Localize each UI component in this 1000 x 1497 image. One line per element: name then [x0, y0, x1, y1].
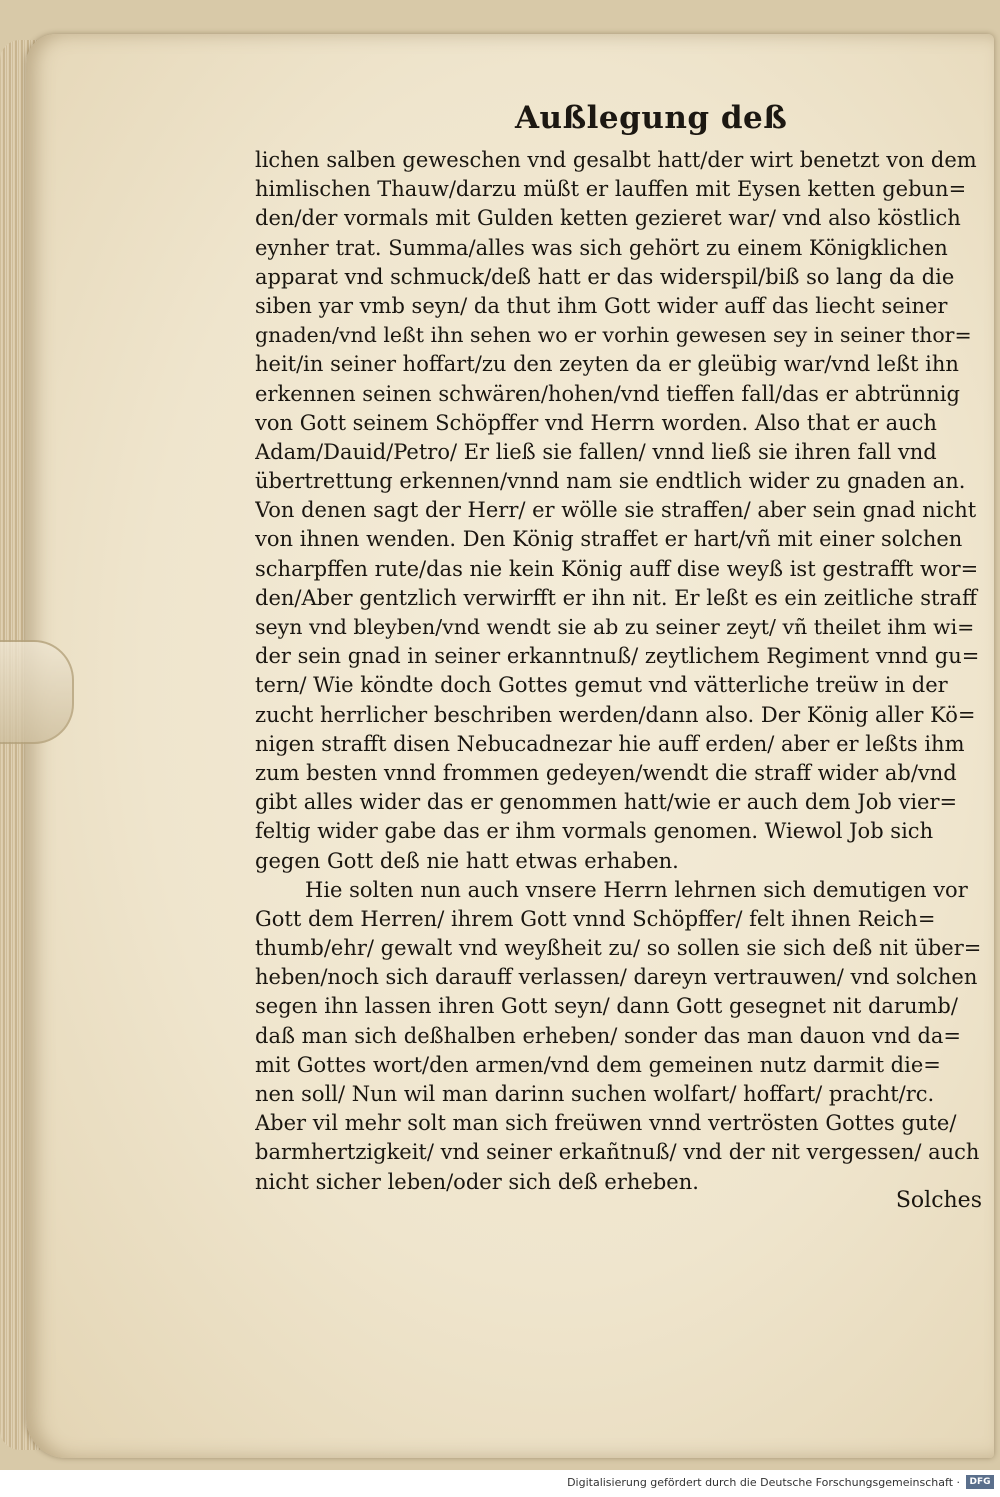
text-line: Gott dem Herren/ ihrem Gott vnnd Schöpffer/ felt ihnen Reich= [255, 906, 936, 931]
text-line: himlischen Thauw/darzu müßt er lauffen mit Eysen ketten gebun= [255, 177, 967, 202]
body-text [255, 146, 985, 1197]
running-title: Außlegung deß [515, 100, 788, 136]
text-line: scharpffen rute/das nie kein König auff dise weyß ist gestrafft wor= [255, 556, 979, 581]
funding-credit: Digitalisierung gefördert durch die Deutsche Forschungsgemeinschaft · [567, 1476, 960, 1489]
text-line: übertrettung erkennen/vnnd nam sie endtlich wider zu gnaden an. [255, 469, 966, 494]
text-line: von Gott seinem Schöpffer vnd Herrn worden. Also that er auch [255, 410, 937, 435]
text-line: nen soll/ Nun wil man darinn suchen wolfart/ hoffart/ pracht/rc. [255, 1082, 935, 1106]
dfg-logo: DFG [966, 1475, 994, 1489]
text-line: der sein gnad in seiner erkanntnuß/ zeytlichem Regiment vnnd gu= [255, 644, 980, 669]
text-line: seyn vnd bleyben/vnd wendt sie ab zu seiner zeyt/ vñ theilet ihm wi= [255, 615, 975, 639]
text-line: heben/noch sich darauff verlassen/ dareyn vertrauwen/ vnd solchen [255, 965, 978, 990]
text-line: heit/in seiner hoffart/zu den zeyten da er gleübig war/vnd leßt ihn [255, 352, 959, 377]
text-line: Von denen sagt der Herr/ er wölle sie straffen/ aber sein gnad nicht [255, 498, 977, 523]
text-line: gibt alles wider das er genommen hatt/wie er auch dem Job vier= [255, 790, 958, 815]
text-line: erkennen seinen schwären/hohen/vnd tieffen fall/das er abtrünnig [255, 381, 960, 406]
text-line: segen ihn lassen ihren Gott seyn/ dann Gott gesegnet nit darumb/ [255, 994, 958, 1019]
text-line: lichen salben geweschen vnd gesalbt hatt/der wirt benetzt von dem [255, 148, 977, 172]
text-line: siben yar vmb seyn/ da thut ihm Gott wider auff das liecht seiner [255, 293, 948, 318]
text-line: von ihnen wenden. Den König straffet er hart/vñ mit einer solchen [255, 527, 963, 552]
text-line: Adam/Dauid/Petro/ Er ließ sie fallen/ vnnd ließ sie ihren fall vnd [255, 439, 937, 464]
text-line: eynher trat. Summa/alles was sich gehört zu einem Königklichen [255, 235, 948, 260]
text-line: den/der vormals mit Gulden ketten gezieret war/ vnd also köstlich [255, 206, 961, 231]
text-line: Hie solten nun auch vnsere Herrn lehrnen sich demutigen vor [305, 877, 968, 902]
text-line: zum besten vnnd frommen gedeyen/wendt die straff wider ab/vnd [255, 760, 957, 785]
text-line: daß man sich deßhalben erheben/ sonder das man dauon vnd da= [255, 1023, 962, 1048]
text-line: nicht sicher leben/oder sich deß erheben. [255, 1169, 699, 1194]
text-line: apparat vnd schmuck/deß hatt er das widerspil/biß so lang da die [255, 264, 955, 289]
catchword: Solches [895, 1188, 982, 1213]
text-line: tern/ Wie köndte doch Gottes gemut vnd vätterliche treüw in der [255, 673, 948, 698]
text-line: nigen strafft disen Nebucadnezar hie auff erden/ aber er leßts ihm [255, 731, 965, 756]
text-line: gnaden/vnd leßt ihn sehen wo er vorhin gewesen sey in seiner thor= [255, 323, 972, 348]
text-line: Aber vil mehr solt man sich freüwen vnnd vertrösten Gottes gute/ [255, 1111, 957, 1136]
page-clip [0, 640, 74, 744]
text-line: barmhertzigkeit/ vnd seiner erkañtnuß/ vnd der nit vergessen/ auch [255, 1140, 980, 1165]
text-line: zucht herrlicher beschriben werden/dann also. Der König aller Kö= [255, 702, 976, 727]
text-line: mit Gottes wort/den armen/vnd dem gemeinen nutz darmit die= [255, 1052, 941, 1077]
footer-bar [0, 1470, 1000, 1497]
text-line: den/Aber gentzlich verwirfft er ihn nit. Er leßt es ein zeitliche straff [255, 585, 977, 610]
text-line: thumb/ehr/ gewalt vnd weyßheit zu/ so sollen sie sich deß nit über= [255, 936, 982, 961]
text-line: gegen Gott deß nie hatt etwas erhaben. [255, 848, 679, 873]
text-line: feltig wider gabe das er ihm vormals genomen. Wiewol Job sich [255, 819, 934, 844]
